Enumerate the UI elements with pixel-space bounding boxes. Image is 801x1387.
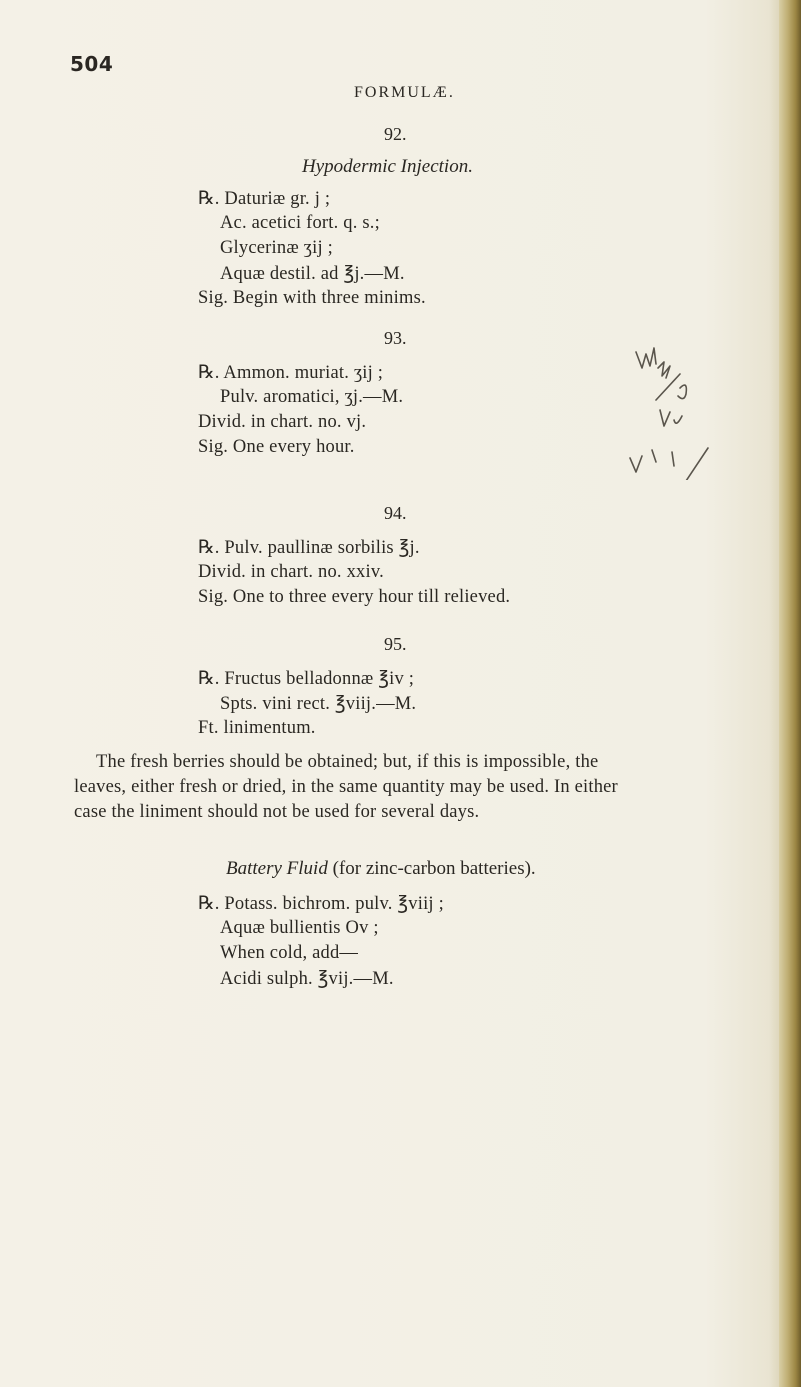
recipe-line: Aquæ bullientis Ov ; [220, 918, 379, 938]
page-number: 504 [70, 52, 114, 76]
recipe-line: Ac. acetici fort. q. s.; [220, 213, 380, 233]
recipe-title: Battery Fluid [226, 858, 328, 879]
recipe-line: ℞. Ammon. muriat. ʒij ; [198, 363, 384, 383]
recipe-line: Acidi sulph. ℥vij.—M. [220, 969, 394, 989]
recipe-number: 93. [384, 328, 407, 348]
recipe-line: Divid. in chart. no. xxiv. [198, 562, 384, 582]
note-paragraph-line: The fresh berries should be obtained; but, if this is impossible, the [96, 752, 599, 772]
recipe-line: Aquæ destil. ad ℥j.—M. [220, 264, 405, 284]
recipe-line: Divid. in chart. no. vj. [198, 412, 367, 432]
recipe-number: 94. [384, 503, 407, 523]
recipe-line: ℞. Daturiæ gr. j ; [198, 189, 331, 209]
recipe-line: Ft. linimentum. [198, 718, 316, 738]
recipe-number: 92. [384, 124, 407, 144]
running-title: FORMULÆ. [354, 84, 455, 101]
recipe-line: Sig. One to three every hour till relieved. [198, 587, 511, 607]
recipe-line: Spts. vini rect. ℥viij.—M. [220, 694, 417, 714]
recipe-line: Sig. Begin with three minims. [198, 288, 426, 308]
recipe-title: Hypodermic Injection. [302, 156, 473, 177]
recipe-line: ℞. Pulv. paullinæ sorbilis ℥j. [198, 538, 420, 558]
recipe-number: 95. [384, 634, 407, 654]
recipe-line: Pulv. aromatici, ʒj.—M. [220, 387, 404, 407]
page-edge-shadow [779, 0, 801, 1387]
recipe-line: ℞. Potass. bichrom. pulv. ℥viij ; [198, 894, 444, 914]
recipe-line: Glycerinæ ʒij ; [220, 238, 333, 258]
handwritten-annotation [622, 340, 712, 480]
note-paragraph-line: leaves, either fresh or dried, in the same quantity may be used. In either [74, 777, 618, 797]
recipe-line: When cold, add— [220, 943, 359, 963]
note-paragraph-line: case the liniment should not be used for several days. [74, 802, 480, 822]
recipe-title-line [226, 858, 536, 880]
recipe-title-suffix: (for zinc-carbon batteries). [332, 858, 536, 879]
recipe-line: Sig. One every hour. [198, 437, 355, 457]
recipe-line: ℞. Fructus belladonnæ ℥iv ; [198, 669, 415, 689]
